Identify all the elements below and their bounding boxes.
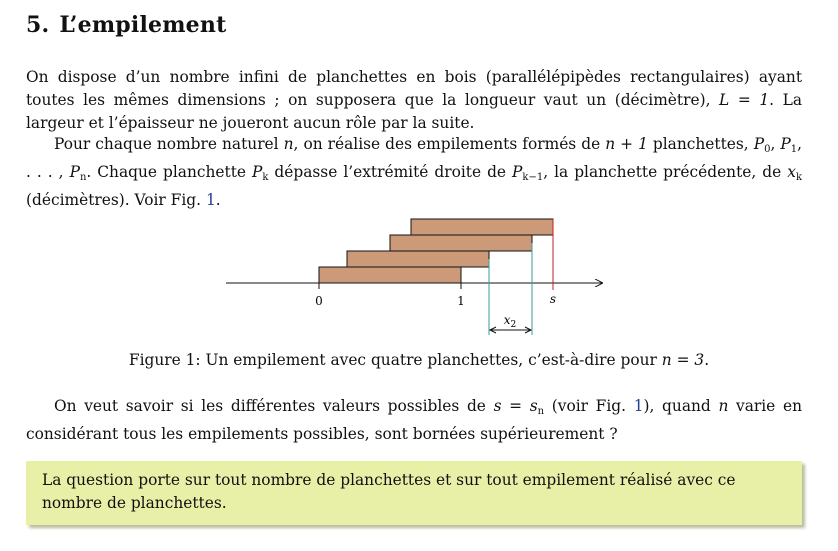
p2-text-b: , on réalise des empilements formés de: [293, 135, 606, 153]
p2-var-pk: P: [252, 163, 263, 181]
p2-text-e: . Chaque planchette: [86, 163, 252, 181]
p3-text-b: (voir Fig.: [544, 397, 634, 415]
s-label: s: [549, 292, 557, 306]
p2-sub-k1: k−1: [522, 172, 544, 183]
p2-var-x: x: [787, 163, 796, 181]
p2-text-i: .: [215, 191, 221, 209]
p2-var-pk1: P: [512, 163, 523, 181]
note-text: La question porte sur tout nombre de planchettes et sur tout empilement réalisé avec ce nombre de planchettes.: [42, 471, 736, 512]
p2-var-p0: P: [753, 135, 765, 153]
paragraph-1-tail: . La largeur et l’épaisseur ne joueront aucun rôle par la suite.: [26, 91, 802, 132]
length-equation: L = 1: [719, 91, 770, 109]
plank-p0: [319, 267, 461, 283]
tick-label-0: 0: [315, 294, 323, 308]
p2-var-n: n: [283, 135, 294, 153]
p3-text-c: ), quand: [643, 397, 719, 415]
caption-math: n = 3: [661, 351, 705, 369]
p2-sep: ,: [770, 135, 781, 153]
plank-p3: [411, 219, 553, 235]
p3-math: s = s: [493, 397, 538, 415]
p2-text-h: (décimètres). Voir Fig.: [26, 191, 206, 209]
section-number: 5.: [26, 12, 50, 38]
x2-label: [504, 313, 517, 330]
p2-sub-0: 0: [764, 144, 771, 155]
p2-sub-n: n: [79, 172, 87, 183]
p2-var-p1: P: [780, 135, 791, 153]
figure-caption: [0, 351, 838, 369]
section-title: L’empilement: [59, 12, 227, 38]
figure-ref-link-2[interactable]: 1: [633, 397, 644, 415]
p2-sub-k: k: [262, 172, 269, 183]
p2-text-a: Pour chaque nombre naturel: [54, 135, 284, 153]
figure-ref-link[interactable]: 1: [205, 191, 216, 209]
caption-text: Figure 1: Un empilement avec quatre planchettes, c’est-à-dire pour: [128, 351, 662, 369]
x2-label-sub: 2: [510, 320, 517, 330]
p3-sub-n: n: [537, 406, 545, 417]
p2-n-plus-1: n + 1: [605, 135, 648, 153]
p2-var-pn: P: [69, 163, 80, 181]
caption-end: .: [704, 351, 710, 369]
highlight-note-box: [26, 461, 802, 525]
p2-text-f: dépasse l’extrémité droite de: [268, 163, 513, 181]
paragraph-3: [26, 395, 802, 446]
plank-p1: [347, 251, 489, 267]
p2-text-g: , la planchette précédente, de: [543, 163, 788, 181]
p2-sub-xk: k: [795, 172, 802, 183]
p2-ellipsis: , . . . ,: [26, 135, 802, 181]
tick-label-1: 1: [457, 294, 465, 308]
p2-text-c: planchettes,: [647, 135, 754, 153]
p3-text-a: On veut savoir si les différentes valeurs possibles de: [54, 397, 494, 415]
p3-var-n: n: [718, 397, 729, 415]
plank-p2: [390, 235, 532, 251]
p3-text-d: varie en considérant tous les empilements possibles, sont bornées supérieurement ?: [26, 397, 802, 443]
paragraph-1-text: On dispose d’un nombre infini de planchettes en bois (parallélépipèdes rectangulaires) ayant toutes les mêmes dimensions ; on supposera que la longueur vaut un (décimètre),: [26, 68, 802, 109]
p2-sub-1: 1: [790, 144, 798, 155]
x2-label-x: x: [503, 313, 511, 327]
